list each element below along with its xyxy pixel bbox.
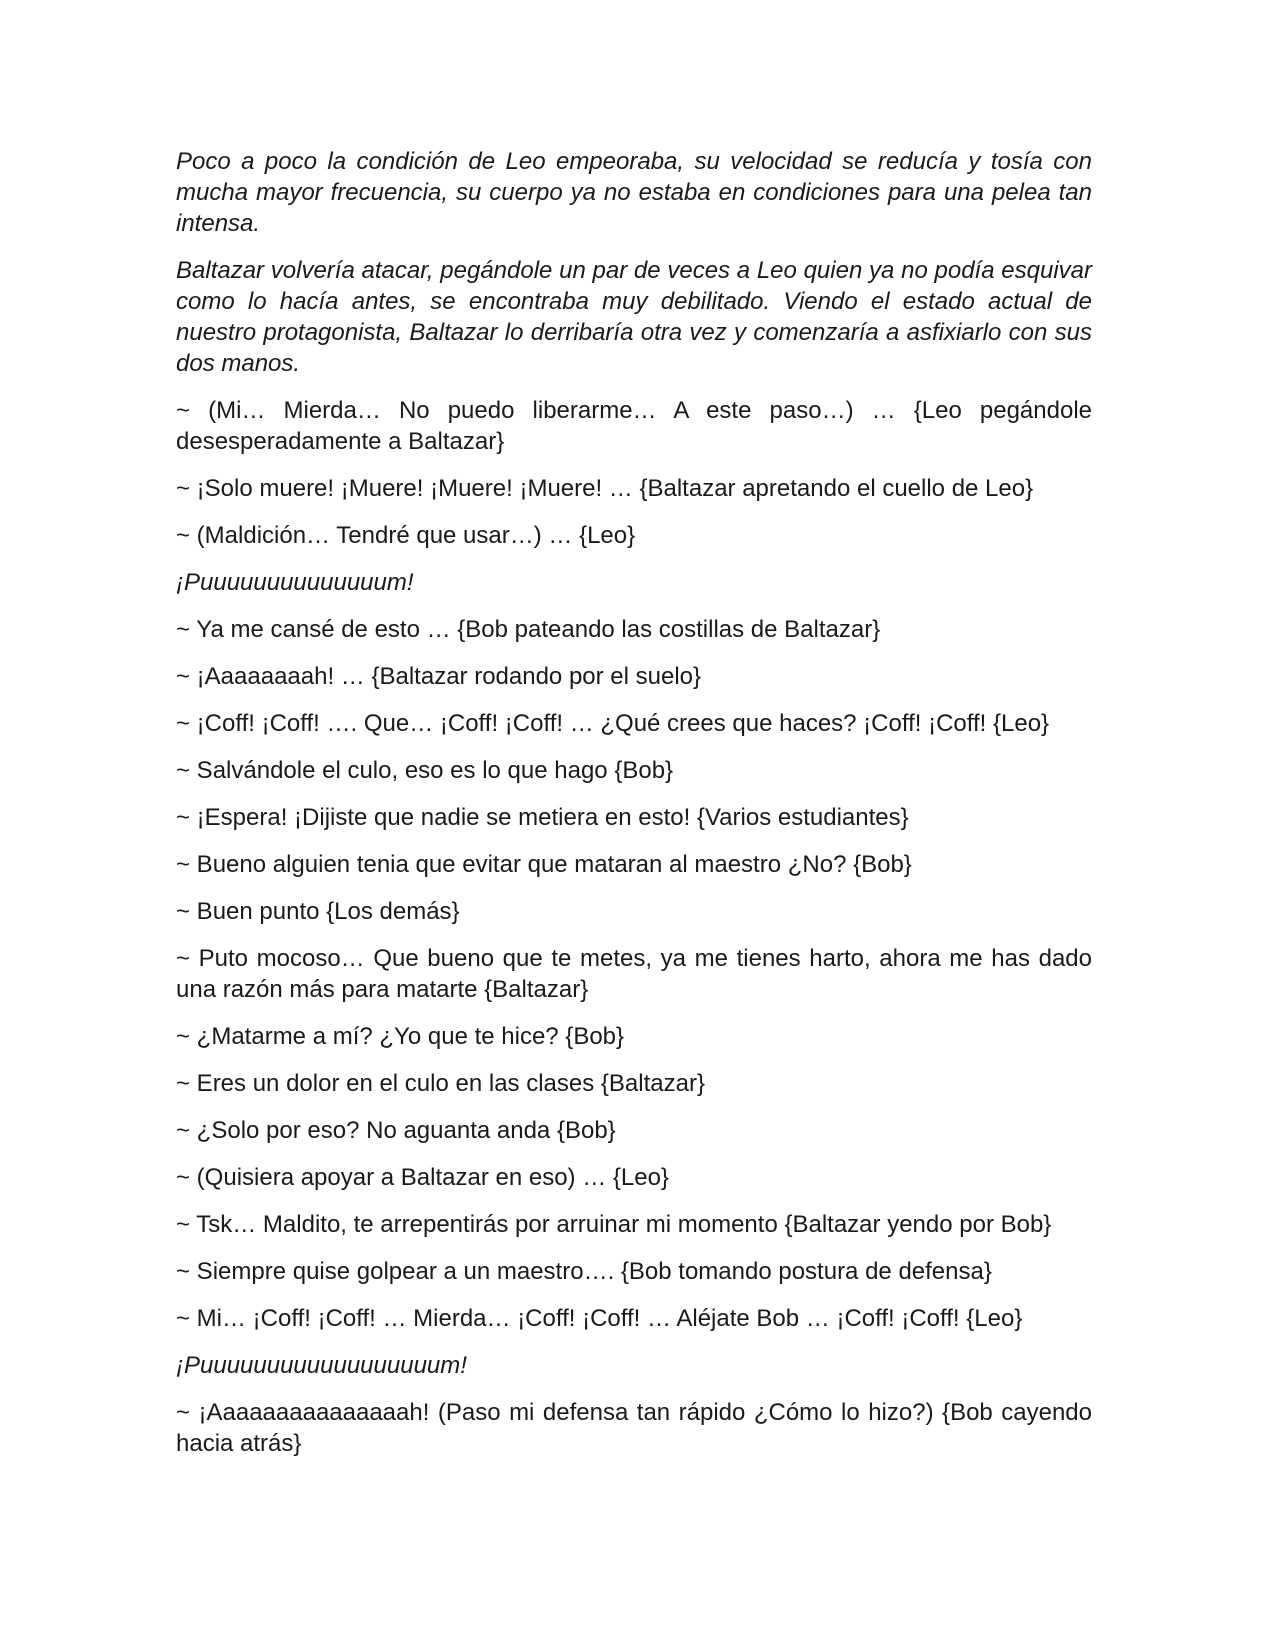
dialogue-line: ~ ¿Matarme a mí? ¿Yo que te hice? {Bob} [176, 1023, 625, 1050]
dialogue-line: ~ Tsk… Maldito, te arrepentirás por arruinar mi momento {Baltazar yendo por Bob} [176, 1211, 1052, 1238]
dialogue-line: ~ ¿Solo por eso? No aguanta anda {Bob} [176, 1117, 616, 1144]
narration-paragraph: Baltazar volvería atacar, pegándole un par de veces a Leo quien ya no podía esquivar como lo hacía antes, se encontraba muy debilitado. Viendo el estado actual de nuestro protagonista, Baltazar lo derribaría otra vez y comenzaría a asfixiarlo con sus dos manos. [176, 257, 1092, 377]
dialogue-line: ~ Mi… ¡Coff! ¡Coff! … Mierda… ¡Coff! ¡Coff! … Aléjate Bob … ¡Coff! ¡Coff! {Leo} [176, 1305, 1023, 1332]
dialogue-line: ~ Salvándole el culo, eso es lo que hago {Bob} [176, 757, 674, 784]
dialogue-line: ~ Buen punto {Los demás} [176, 898, 460, 925]
dialogue-line: ~ Eres un dolor en el culo en las clases {Baltazar} [176, 1070, 705, 1097]
dialogue-line: ~ ¡Coff! ¡Coff! …. Que… ¡Coff! ¡Coff! … ¿Qué crees que haces? ¡Coff! ¡Coff! {Leo} [176, 710, 1050, 737]
dialogue-line: ~ (Mi… Mierda… No puedo liberarme… A este paso…) … {Leo pegándole desesperadamente a Baltazar} [176, 397, 1092, 455]
document-body [176, 146, 1092, 1475]
dialogue-line: ~ Siempre quise golpear a un maestro…. {Bob tomando postura de defensa} [176, 1258, 992, 1285]
dialogue-line: ~ ¡Espera! ¡Dijiste que nadie se metiera en esto! {Varios estudiantes} [176, 804, 909, 831]
sound-effect: ¡Puuuuuuuuuuuuuum! [176, 569, 414, 596]
dialogue-line: ~ (Quisiera apoyar a Baltazar en eso) … {Leo} [176, 1164, 669, 1191]
dialogue-line: ~ Bueno alguien tenia que evitar que mataran al maestro ¿No? {Bob} [176, 851, 912, 878]
dialogue-line: ~ Ya me cansé de esto … {Bob pateando las costillas de Baltazar} [176, 616, 881, 643]
narration-paragraph: Poco a poco la condición de Leo empeoraba, su velocidad se reducía y tosía con mucha mayor frecuencia, su cuerpo ya no estaba en condiciones para una pelea tan intensa. [176, 148, 1092, 237]
dialogue-line: ~ (Maldición… Tendré que usar…) … {Leo} [176, 522, 636, 549]
sound-effect: ¡Puuuuuuuuuuuuuuuuuum! [176, 1352, 467, 1379]
dialogue-line: ~ ¡Solo muere! ¡Muere! ¡Muere! ¡Muere! … {Baltazar apretando el cuello de Leo} [176, 475, 1034, 502]
dialogue-line: ~ ¡Aaaaaaaaaaaaaaah! (Paso mi defensa tan rápido ¿Cómo lo hizo?) {Bob cayendo hacia atrás} [176, 1399, 1092, 1457]
dialogue-line: ~ Puto mocoso… Que bueno que te metes, ya me tienes harto, ahora me has dado una razón más para matarte {Baltazar} [176, 945, 1092, 1003]
dialogue-line: ~ ¡Aaaaaaaah! … {Baltazar rodando por el suelo} [176, 663, 702, 690]
